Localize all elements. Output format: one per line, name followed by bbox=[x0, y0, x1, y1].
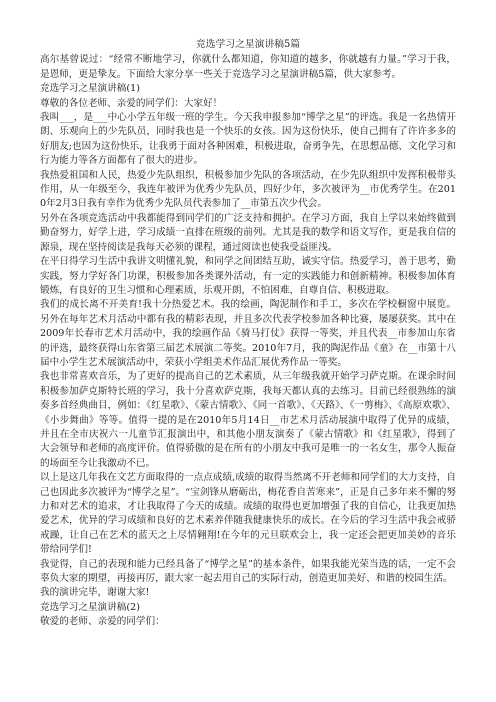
body-paragraph: 我们的成长离不开美育!我十分热爱艺术。我的绘画，陶泥制作和手工，多次在学校橱窗中展览。另外在每年艺术月活动中都有我的精彩表现，并且多次代表学校参加各种比赛，屡屡获奖。其中在2009年长春市艺术月活动中，我的绘画作品《骑马打仗》获得一等奖，并且代表__市参加山东省的评选，最终获得山东省第三届艺术展演二等奖。2010年7月，我的陶泥作品《童》在__市第十八届中小学生艺术展演活动中，荣获小学组美术作品汇展优秀作品一等奖。 bbox=[40, 299, 456, 368]
section-heading-2: 竞选学习之星演讲稿(2) bbox=[40, 601, 140, 613]
greeting-1: 尊敬的各位老师、亲爱的同学们：大家好！ bbox=[40, 97, 223, 109]
body-paragraph: 我热爱祖国和人民，热爱少先队组织，积极参加少先队的各项活动，在少先队组织中发挥积极带头作用，从一年级至今，我连年被评为优秀少先队员，四好少年，多次被评为__市优秀学生。在2010年2月3日我有幸作为优秀少先队员代表参加了__市第五次少代会。 bbox=[40, 169, 456, 210]
body-paragraph: 在平日得学习生活中我讲文明懂礼貌，和同学之间团结互助，诚实守信。热爱学习，善于思考，勤实践，努力学好各门功课，积极参加各类课外活动，有一定的实践能力和创新精神。积极参加体育锻炼，有良好的卫生习惯和心理素质，乐观开朗，不怕困难、自尊自信、积极进取。 bbox=[40, 256, 456, 296]
body-paragraph: 另外在各项竞选活动中我都能得到同学们的广泛支持和拥护。在学习方面，我自上学以来始终做到勤奋努力，好学上进，学习成绩一直排在班级的前列。尤其是我的数学和语文写作，更是我自信的源泉，现在坚持阅读是我每天必须的课程，通过阅读也使我受益匪浅。 bbox=[40, 212, 456, 253]
document-title: 竞选学习之星演讲稿5篇 bbox=[195, 39, 301, 50]
closing-line: 我的演讲完毕，谢谢大家! bbox=[40, 587, 150, 599]
body-paragraph: 我也非常喜欢音乐，为了更好的提高自己的艺术素质，从三年级我就开始学习萨克斯。在课余时间积极参加萨克斯特长班的学习，我十分喜欢萨克斯，我每天都认真的去练习。目前已经很熟练的演奏多首经典曲目，例如：《红星歌》、《蒙古情歌》、《同一首歌》、《天路》、《一剪梅》、《高原欢歌》、《小步舞曲》等等。值得一提的是在2010年5月14日__市艺术月活动展演中取得了优异的成绩，并且在全市庆祝六一儿童节汇报演出中，和其他小朋友演奏了《蒙古情歌》和《红星歌》，得到了大会领导和老师的高度评价。值得骄傲的是在所有的小朋友中我可是唯一的一名女生，那令人振奋的场面至今让我激动不已。 bbox=[40, 371, 456, 469]
intro-paragraph: 高尔基曾说过：“经常不断地学习，你就什么都知道，你知道的越多，你就越有力量。”学习于我，是恩师，更是挚友。下面给大家分享一些关于竞选学习之星演讲稿5篇，供大家参考。 bbox=[40, 54, 456, 80]
body-paragraph: 我叫___，是___中心小学五年级一班的学生。今天我申报参加“博学之星”的评选。我是一名热情开朗、乐观向上的少先队员，同时我也是一个快乐的女孩。因为这份快乐，使自己拥有了许许多多的好朋友;也因为这份快乐，让我勇于面对各种困难，积极进取，奋勇争先，在思想品德、文化学习和行为能力等各方面都有了很大的进步。 bbox=[40, 112, 456, 167]
body-paragraph: 我觉得，自己的表现和能力已经具备了“博学之星”的基本条件，如果我能光荣当选的话，一定不会辜负大家的期望，再接再厉，跟大家一起去用自己的实际行动，创造更加美好、和谐的校园生活。 bbox=[40, 558, 456, 585]
section-heading-1: 竞选学习之星演讲稿(1) bbox=[40, 83, 140, 95]
greeting-2: 敬爱的老师、亲爱的同学们： bbox=[40, 616, 165, 628]
body-paragraph: 以上是这几年我在文艺方面取得的一点点成绩,成绩的取得当然离不开老师和同学们的大力支持，自己也因此多次被评为“博学之星”。“宝剑锋从磨砺出，梅花香自苦寒来”，正是自己多年来不懈的努力和对艺术的追求，才让我取得了今天的成绩。成绩的取得也更加增强了我的自信心，让我更加热爱艺术，优异的学习成绩和良好的艺术素养伴随我健康快乐的成长。在今后的学习生活中我会戒骄戒躁，让自己在艺术的蓝天之上尽情翱翔!在今年的元旦联欢会上，我一定还会把更加美妙的音乐带给同学们! bbox=[40, 472, 456, 556]
